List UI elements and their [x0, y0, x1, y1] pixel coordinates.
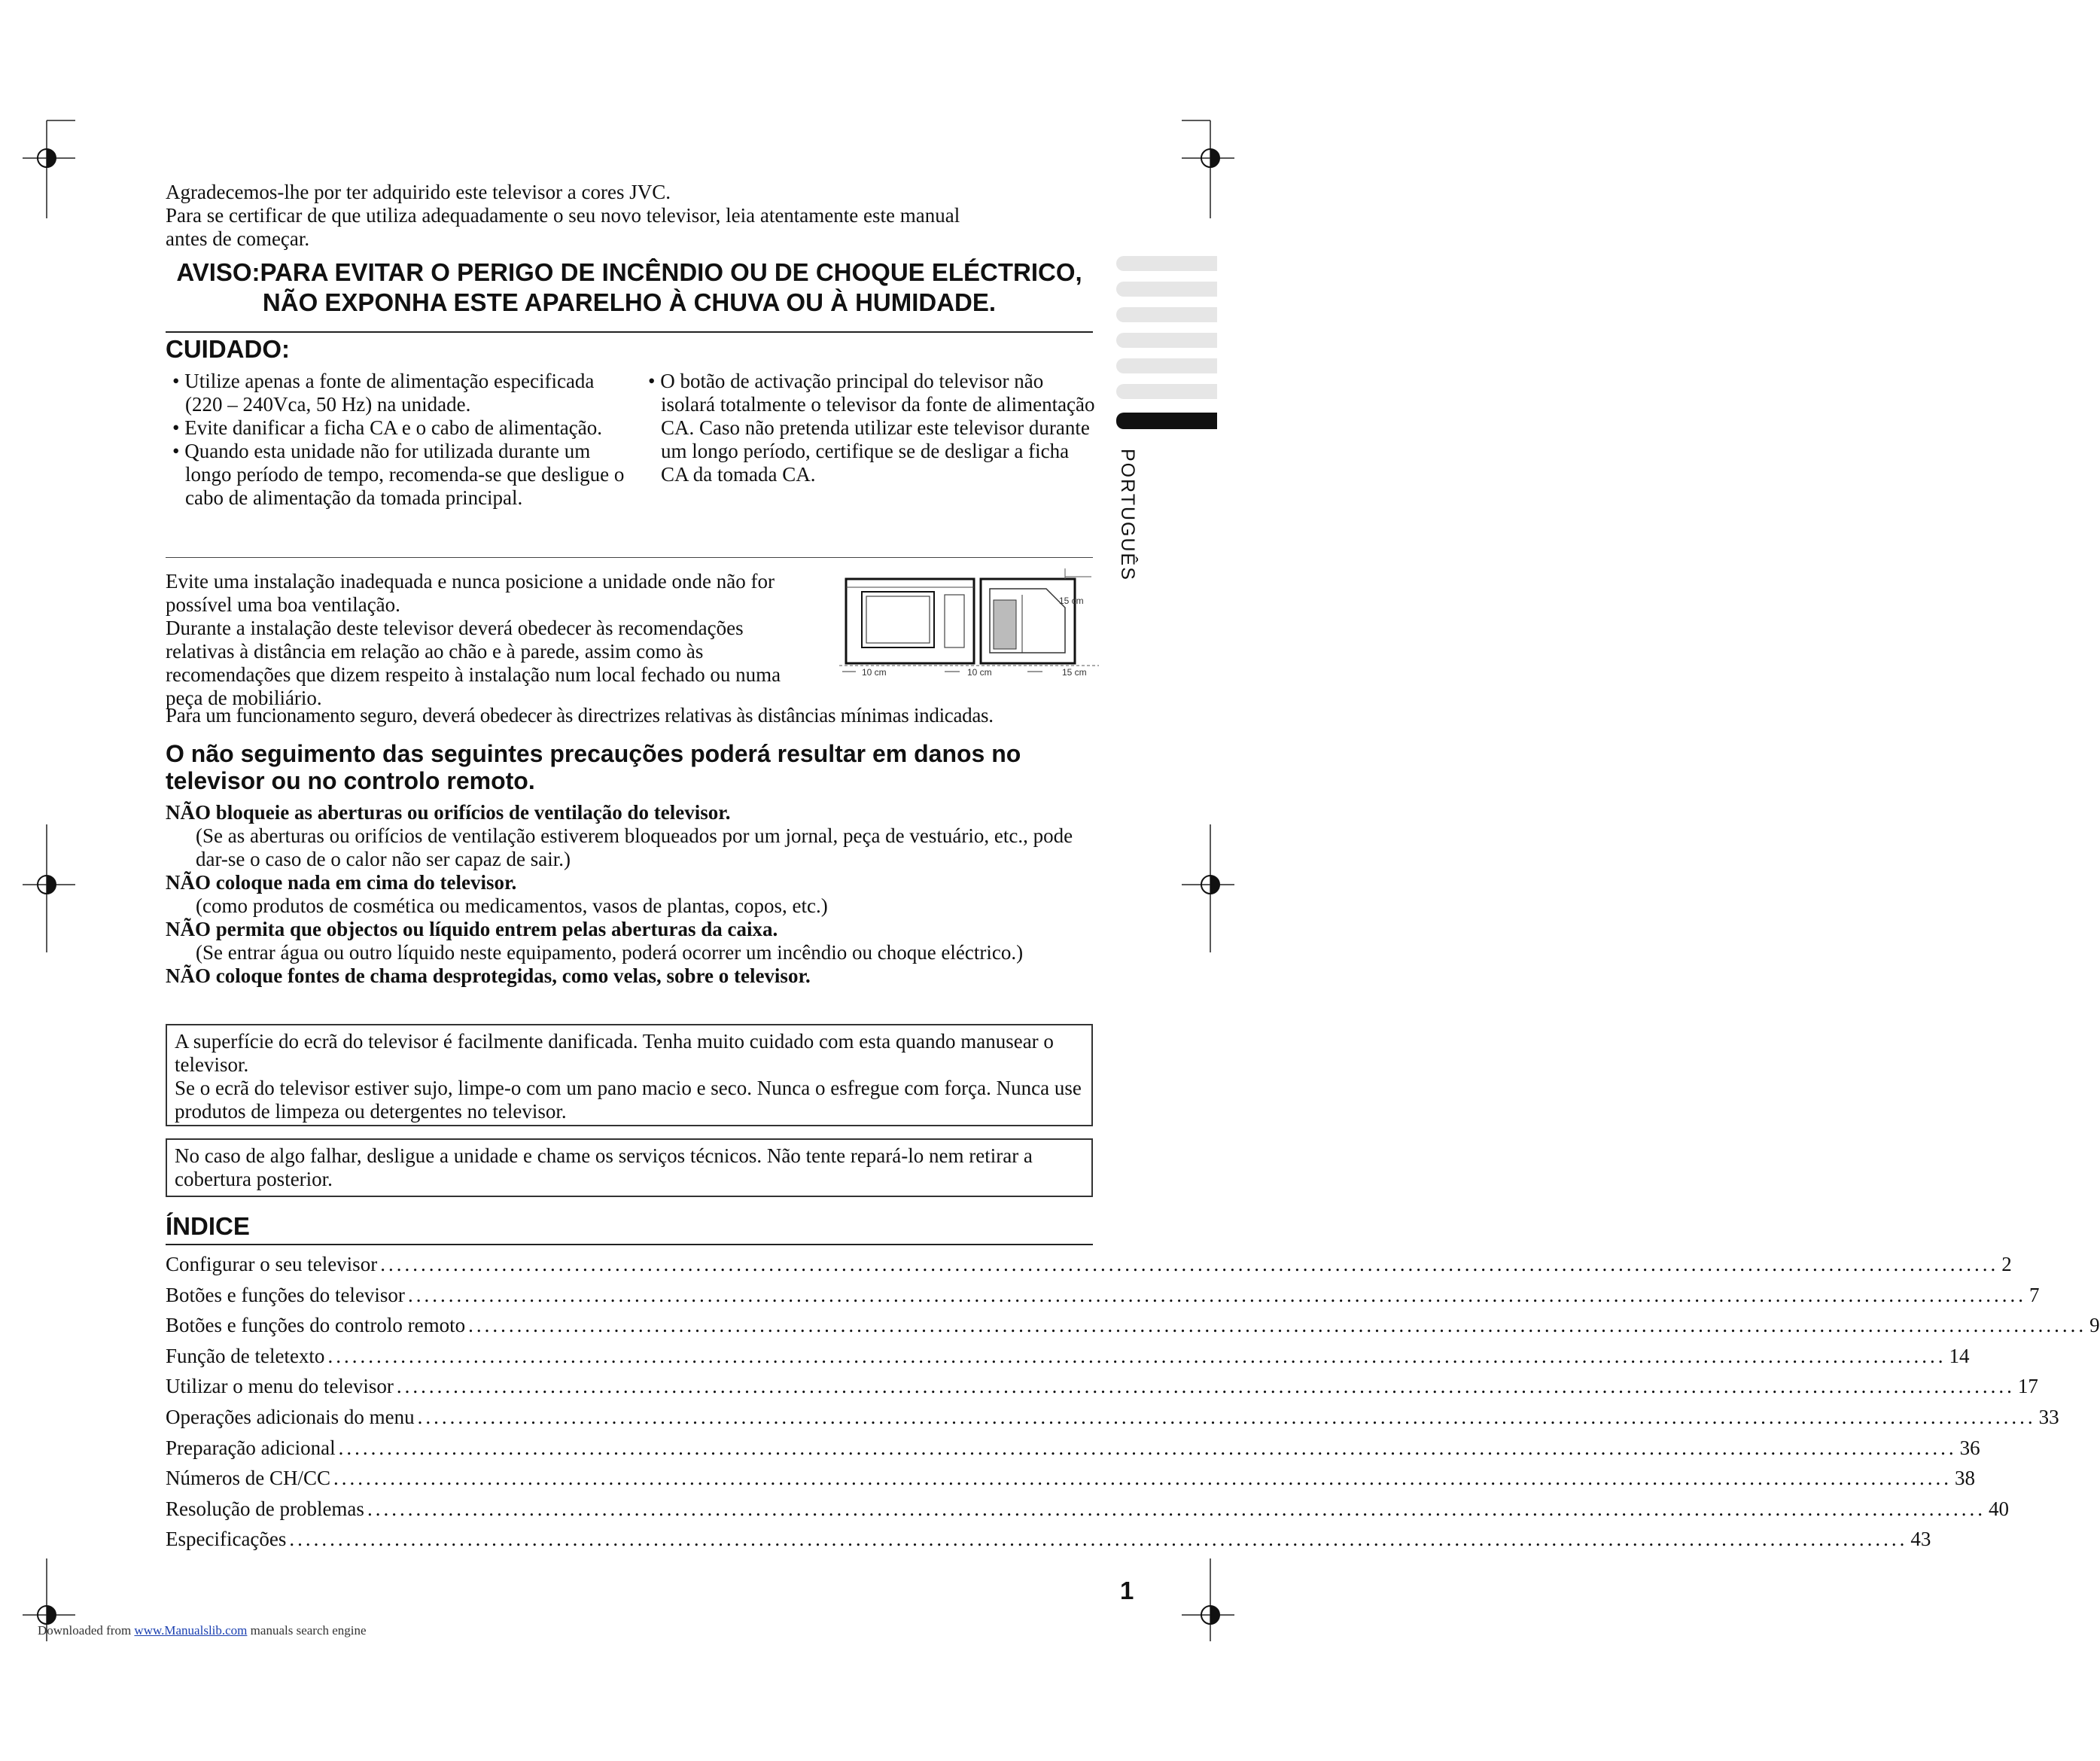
precaution-item: NÃO bloqueie as aberturas ou orifícios de ventilação do televisor.	[166, 801, 731, 824]
clearance-label-left: 10 cm	[862, 667, 887, 678]
page-number: 1	[1120, 1577, 1134, 1604]
screen-care-box	[166, 1024, 1093, 1126]
toc-entry-page: 2	[2001, 1253, 2012, 1275]
toc-entry[interactable]	[166, 1314, 2100, 1345]
caution-item: • Quando esta unidade não for utilizada durante um longo período de tempo, recomenda-se que desligue o cabo de alimentação da tomada principal.	[172, 440, 625, 509]
toc-leader-dots: ........................................................................................................................................................................................................	[396, 1375, 2015, 1398]
toc-entry-page: 33	[2038, 1405, 2059, 1428]
divider	[166, 557, 1093, 558]
toc-entry[interactable]	[166, 1528, 1931, 1558]
table-of-contents	[166, 1253, 2100, 1558]
caution-left-column	[166, 370, 625, 510]
toc-entry[interactable]	[166, 1436, 1980, 1467]
toc-entry-page: 17	[2017, 1375, 2038, 1398]
toc-entry[interactable]	[166, 1283, 2040, 1315]
toc-entry-page: 40	[1988, 1497, 2009, 1520]
divider	[166, 331, 1093, 333]
installation-text	[166, 570, 809, 710]
registration-mark-top-right	[1182, 120, 1234, 218]
toc-entry[interactable]	[166, 1253, 2012, 1284]
toc-entry-label: Resolução de problemas	[166, 1497, 364, 1520]
toc-entry-label: Números de CH/CC	[166, 1467, 330, 1490]
service-text: No caso de algo falhar, desligue a unidade e chame os serviços técnicos. Não tente repará-lo nem retirar a cobertura posterior.	[175, 1144, 1033, 1190]
language-tab	[1116, 256, 1217, 271]
screen-care-text: A superfície do ecrã do televisor é facilmente danificada. Tenha muito cuidado com esta quando manusear o televisor.	[175, 1030, 1054, 1076]
precautions-heading: O não seguimento das seguintes precauções poderá resultar em danos no televisor ou no controlo remoto.	[166, 740, 1021, 794]
toc-leader-dots: ........................................................................................................................................................................................................	[338, 1436, 1957, 1459]
registration-mark-top-left	[23, 120, 75, 218]
footer-prefix: Downloaded from	[38, 1623, 135, 1638]
clearance-label-right: 15 cm	[1062, 667, 1087, 678]
language-tab	[1116, 282, 1217, 297]
toc-leader-dots: ........................................................................................................................................................................................................	[380, 1253, 1999, 1275]
installation-paragraph: Durante a instalação deste televisor deverá obedecer às recomendações relativas à distância em relação ao chão e à parede, assim como às recomendações que dizem respeito à instalação num local fechado ou numa peça de mobiliário.	[166, 617, 781, 709]
footer-suffix: manuals search engine	[247, 1623, 367, 1638]
ventilation-clearance-diagram	[839, 566, 1099, 679]
precaution-note: (como produtos de cosmética ou medicamentos, vasos de plantas, copos, etc.)	[196, 894, 828, 917]
caution-item: • Evite danificar a ficha CA e o cabo de alimentação.	[172, 416, 602, 439]
side-language-label: PORTUGUÊS	[1117, 449, 1138, 581]
precaution-note: (Se entrar água ou outro líquido neste equipamento, poderá ocorrer um incêndio ou choque eléctrico.)	[196, 941, 1024, 964]
registration-mark-bottom-left	[23, 1558, 75, 1656]
precaution-item: NÃO coloque nada em cima do televisor.	[166, 871, 517, 894]
caution-item: • O botão de activação principal do televisor não isolará totalmente o televisor da fonte de alimentação CA. Caso não pretenda utilizar este televisor durante um longo período, certifique se de desligar a ficha CA da tomada CA.	[648, 370, 1095, 486]
installation-paragraph: Evite uma instalação inadequada e nunca posicione a unidade onde não for possível uma boa ventilação.	[166, 570, 775, 616]
toc-leader-dots: ........................................................................................................................................................................................................	[367, 1497, 1986, 1520]
toc-entry-page: 14	[1949, 1344, 1970, 1367]
screen-care-text: Se o ecrã do televisor estiver sujo, limpe-o com um pano macio e seco. Nunca o esfregue com força. Nunca use produtos de limpeza ou detergentes no televisor.	[175, 1077, 1082, 1123]
toc-entry-label: Utilizar o menu do televisor	[166, 1375, 394, 1398]
clearance-label-top: 15 cm	[1059, 596, 1084, 606]
toc-leader-dots: ........................................................................................................................................................................................................	[327, 1344, 1946, 1367]
toc-entry-label: Especificações	[166, 1528, 287, 1551]
precaution-note: (Se as aberturas ou orifícios de ventilação estiverem bloqueados por um jornal, peça de vestuário, etc., pode dar-se o caso de o calor não ser capaz de sair.)	[196, 824, 1073, 870]
caution-right-column	[641, 370, 1097, 486]
language-tab-active	[1116, 413, 1217, 429]
toc-entry-page: 38	[1955, 1467, 1975, 1490]
toc-entry[interactable]	[166, 1375, 2038, 1406]
divider	[166, 1244, 1093, 1245]
toc-leader-dots: ........................................................................................................................................................................................................	[417, 1405, 2036, 1428]
index-title: ÍNDICE	[166, 1212, 250, 1240]
language-tab	[1116, 384, 1217, 399]
intro-line: antes de começar.	[166, 227, 310, 250]
caution-title: CUIDADO:	[166, 335, 290, 363]
caution-item: • Utilize apenas a fonte de alimentação especificada (220 – 240Vca, 50 Hz) na unidade.	[172, 370, 595, 416]
intro-line: Para se certificar de que utiliza adequadamente o seu novo televisor, leia atentamente este manual	[166, 204, 960, 227]
toc-entry[interactable]	[166, 1467, 1975, 1497]
toc-leader-dots: ........................................................................................................................................................................................................	[468, 1314, 2087, 1337]
tv-screen-outline	[862, 592, 934, 647]
registration-mark-mid-left	[23, 824, 75, 952]
warning-heading	[166, 257, 1093, 318]
toc-leader-dots: ........................................................................................................................................................................................................	[289, 1528, 1908, 1551]
language-tab	[1116, 307, 1217, 322]
toc-entry-label: Configurar o seu televisor	[166, 1253, 378, 1275]
registration-mark-bottom-right	[1182, 1558, 1234, 1656]
language-tab	[1116, 358, 1217, 373]
toc-entry-label: Botões e funções do televisor	[166, 1283, 405, 1306]
toc-entry[interactable]	[166, 1344, 1970, 1376]
service-box	[166, 1138, 1093, 1197]
precautions-list	[166, 801, 1099, 988]
registration-mark-mid-right	[1182, 824, 1234, 952]
toc-leader-dots: ........................................................................................................................................................................................................	[407, 1283, 2026, 1306]
toc-leader-dots: ........................................................................................................................................................................................................	[333, 1467, 1952, 1490]
toc-entry-page: 43	[1910, 1528, 1931, 1551]
clearance-label-middle: 10 cm	[967, 667, 992, 678]
precaution-item: NÃO permita que objectos ou líquido entrem pelas aberturas da caixa.	[166, 918, 778, 940]
warning-line: AVISO:PARA EVITAR O PERIGO DE INCÊNDIO OU DE CHOQUE ELÉCTRICO,	[176, 258, 1082, 286]
toc-entry-page: 9	[2089, 1314, 2100, 1337]
warning-line: NÃO EXPONHA ESTE APARELHO À CHUVA OU À HUMIDADE.	[262, 288, 997, 316]
installation-last-line: Para um funcionamento seguro, deverá obedecer às directrizes relativas às distâncias mínimas indicadas.	[166, 704, 994, 727]
toc-entry[interactable]	[166, 1497, 2009, 1528]
intro-line: Agradecemos-lhe por ter adquirido este televisor a cores JVC.	[166, 181, 671, 203]
toc-entry-label: Operações adicionais do menu	[166, 1405, 415, 1428]
footer	[38, 1623, 367, 1638]
precaution-item: NÃO coloque fontes de chama desprotegidas, como velas, sobre o televisor.	[166, 964, 811, 987]
toc-entry-label: Botões e funções do controlo remoto	[166, 1314, 466, 1337]
toc-entry-label: Preparação adicional	[166, 1436, 336, 1459]
toc-entry[interactable]	[166, 1405, 2059, 1437]
toc-entry-label: Função de teletexto	[166, 1344, 325, 1367]
toc-entry-page: 36	[1959, 1436, 1980, 1459]
language-tab	[1116, 333, 1217, 348]
toc-entry-page: 7	[2028, 1283, 2040, 1306]
footer-link[interactable]: www.Manualslib.com	[134, 1623, 248, 1638]
intro-text	[166, 181, 1099, 251]
